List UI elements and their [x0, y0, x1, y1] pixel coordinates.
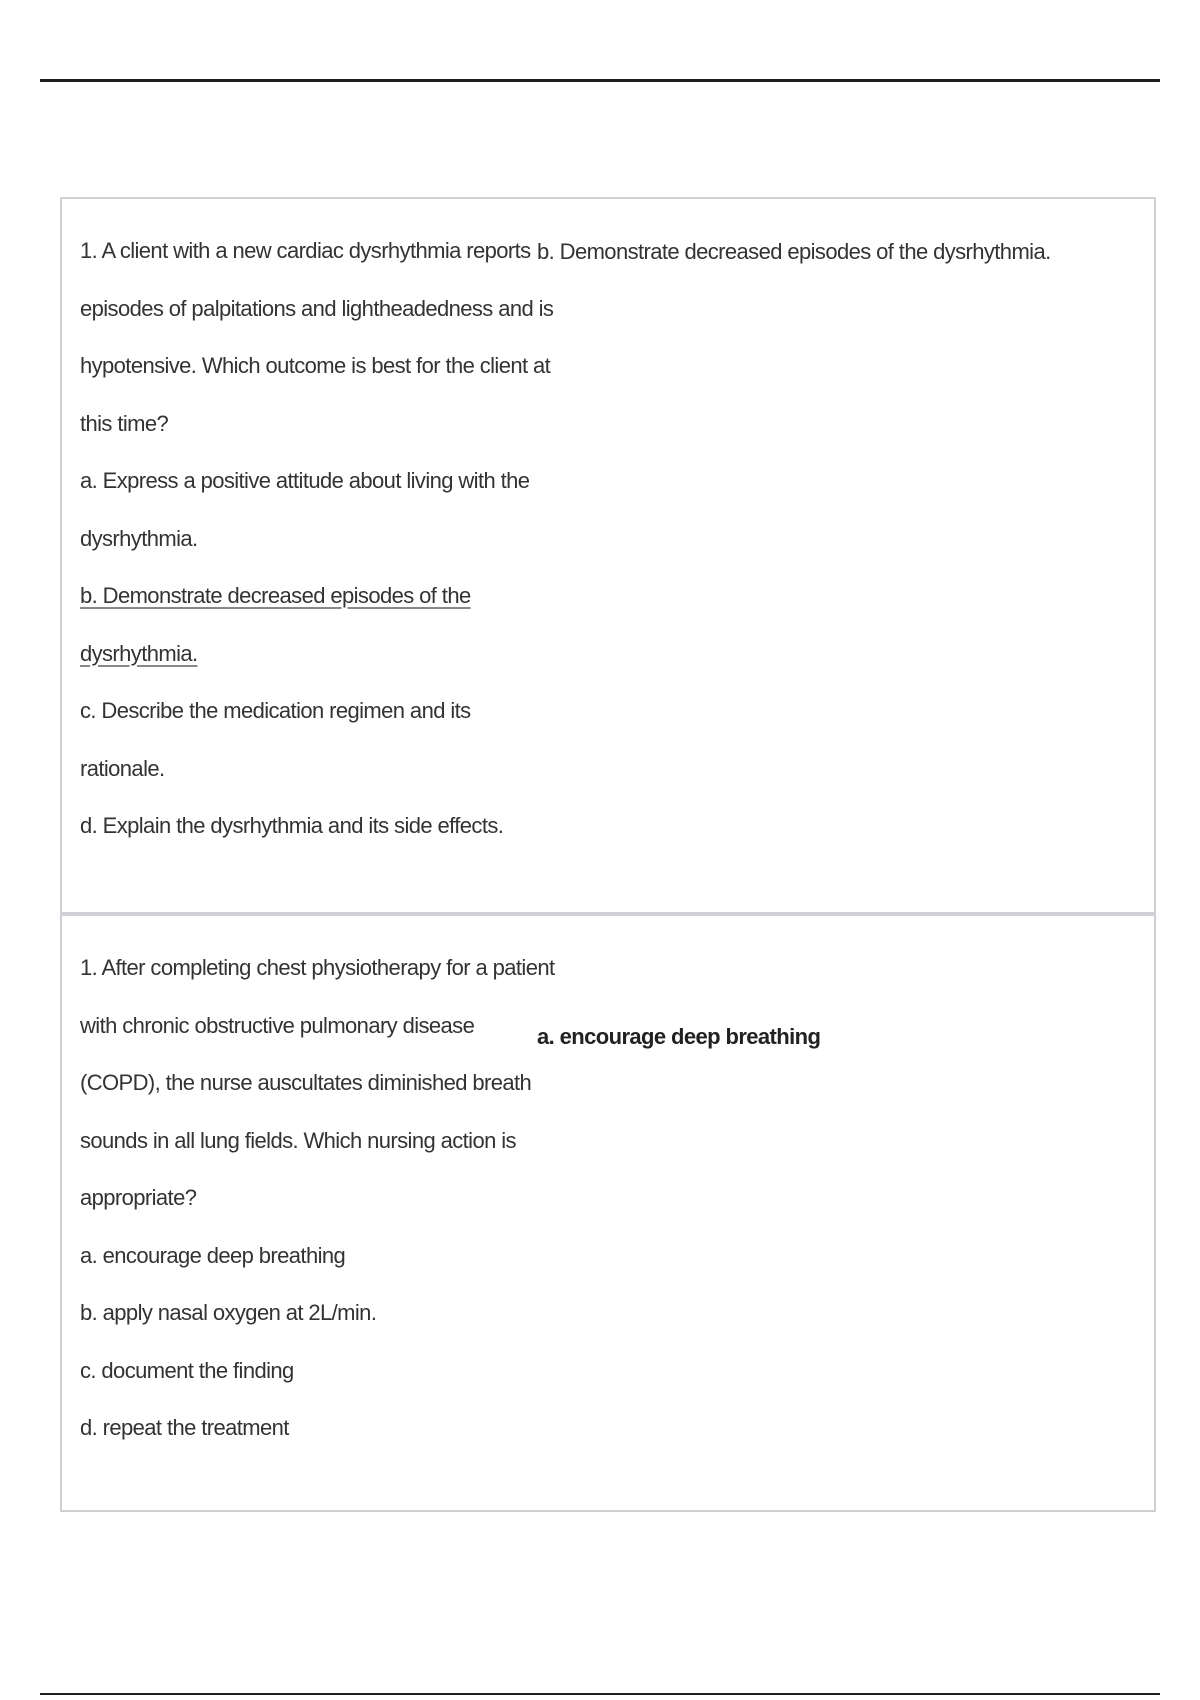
- question-line: this time?: [80, 410, 169, 436]
- question-line: appropriate?: [80, 1185, 197, 1210]
- question-line: (COPD), the nurse auscultates diminished breath: [80, 1070, 532, 1095]
- option-b: b. apply nasal oxygen at 2L/min.: [80, 1300, 377, 1325]
- option-a: a. Express a positive attitude about living with the: [80, 468, 530, 493]
- flashcard-1: [62, 199, 1154, 912]
- option-c: c. document the finding: [80, 1357, 294, 1383]
- option-a-cont: dysrhythmia.: [80, 525, 198, 551]
- question-line: hypotensive. Which outcome is best for the client at: [80, 353, 551, 378]
- bottom-rule: [40, 1693, 1160, 1695]
- question-line: 1. A client with a new cardiac dysrhythmia reports: [80, 238, 531, 263]
- flashcard-2: [62, 912, 1154, 1510]
- answer-text: b. Demonstrate decreased episodes of the dysrhythmia.: [537, 239, 1051, 264]
- question-text: [80, 222, 554, 855]
- option-a: a. encourage deep breathing: [80, 1242, 346, 1268]
- question-line: sounds in all lung fields. Which nursing action is: [80, 1127, 516, 1153]
- answer-text: a. encourage deep breathing: [537, 1024, 821, 1049]
- flashcard-table: [60, 197, 1156, 1512]
- question-line: episodes of palpitations and lightheadedness and is: [80, 295, 554, 321]
- top-rule: [40, 79, 1160, 82]
- option-c-cont: rationale.: [80, 755, 165, 781]
- correct-option-text: dysrhythmia.: [80, 640, 198, 666]
- option-b-correct: [80, 567, 510, 625]
- question-text: [80, 939, 555, 1457]
- option-d: d. Explain the dysrhythmia and its side effects.: [80, 813, 504, 838]
- question-line: with chronic obstructive pulmonary disease: [80, 1012, 475, 1038]
- option-c: c. Describe the medication regimen and its: [80, 698, 471, 723]
- option-b-correct-cont: [80, 625, 510, 683]
- correct-option-text: b. Demonstrate decreased episodes of the: [80, 583, 471, 608]
- question-line: 1. After completing chest physiotherapy for a patient: [80, 955, 555, 980]
- option-d: d. repeat the treatment: [80, 1415, 289, 1440]
